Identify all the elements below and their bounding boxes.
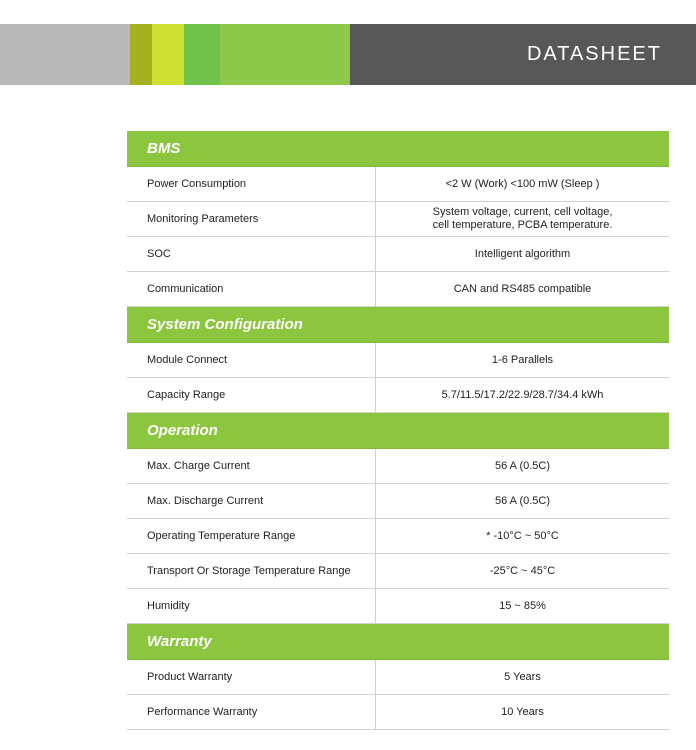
row-label: Transport Or Storage Temperature Range <box>127 554 376 589</box>
row-value: 15 ~ 85% <box>376 589 670 624</box>
row-value: -25°C ~ 45°C <box>376 554 670 589</box>
row-label: Humidity <box>127 589 376 624</box>
row-value: Intelligent algorithm <box>376 237 670 272</box>
row-label: Communication <box>127 272 376 307</box>
row-label: Module Connect <box>127 343 376 378</box>
page-title: DATASHEET <box>526 43 662 65</box>
banner-gray-band <box>0 24 130 85</box>
row-label: Max. Charge Current <box>127 449 376 484</box>
row-value: 56 A (0.5C) <box>376 449 670 484</box>
row-label: Capacity Range <box>127 378 376 413</box>
row-label: Power Consumption <box>127 167 376 202</box>
section-header-system-configuration <box>127 307 669 343</box>
row-value: 5.7/11.5/17.2/22.9/28.7/34.4 kWh <box>376 378 670 413</box>
section-header-bms <box>127 131 669 167</box>
row-label: Product Warranty <box>127 660 376 695</box>
banner-olive-band <box>130 24 152 85</box>
table-row <box>127 202 669 237</box>
section-title: BMS <box>127 131 669 167</box>
row-value: 1-6 Parallels <box>376 343 670 378</box>
banner-lime-band <box>152 24 184 85</box>
row-value: 56 A (0.5C) <box>376 484 670 519</box>
section-title: System Configuration <box>127 307 669 343</box>
spec-table <box>127 131 669 730</box>
row-value-line: System voltage, current, cell voltage, <box>432 206 613 218</box>
section-title: Warranty <box>127 624 669 660</box>
banner-dark-band <box>350 24 696 85</box>
datasheet-banner <box>0 24 696 85</box>
section-header-operation <box>127 413 669 449</box>
row-label: Performance Warranty <box>127 695 376 730</box>
table-row <box>127 695 669 730</box>
row-value: <2 W (Work) <100 mW (Sleep ) <box>376 167 670 202</box>
row-value <box>376 202 670 237</box>
row-label: Max. Discharge Current <box>127 484 376 519</box>
table-row <box>127 519 669 554</box>
banner-light-green-band <box>220 24 350 85</box>
table-row <box>127 449 669 484</box>
table-row <box>127 343 669 378</box>
section-title: Operation <box>127 413 669 449</box>
banner-green-band <box>184 24 220 85</box>
row-label: Monitoring Parameters <box>127 202 376 237</box>
row-label: SOC <box>127 237 376 272</box>
table-row <box>127 272 669 307</box>
table-row <box>127 484 669 519</box>
row-value: 10 Years <box>376 695 670 730</box>
row-label: Operating Temperature Range <box>127 519 376 554</box>
table-row <box>127 237 669 272</box>
table-row <box>127 660 669 695</box>
section-header-warranty <box>127 624 669 660</box>
table-row <box>127 554 669 589</box>
row-value: 5 Years <box>376 660 670 695</box>
table-row <box>127 167 669 202</box>
row-value-line: cell temperature, PCBA temperature. <box>432 219 613 231</box>
table-row <box>127 378 669 413</box>
row-value: * -10°C ~ 50°C <box>376 519 670 554</box>
row-value: CAN and RS485 compatible <box>376 272 670 307</box>
table-row <box>127 589 669 624</box>
